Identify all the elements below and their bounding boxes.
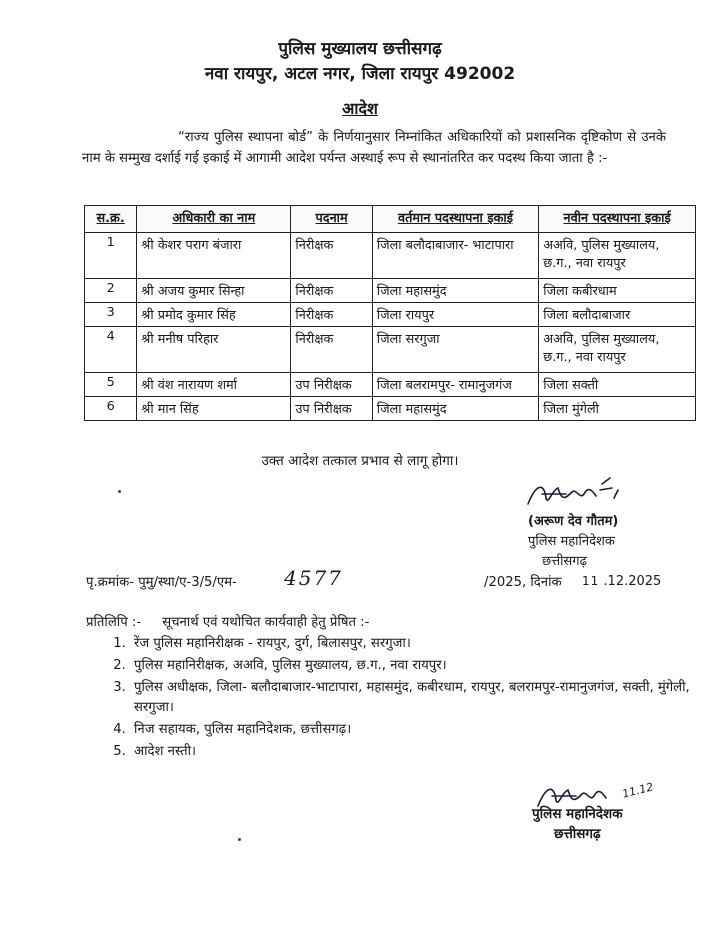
reference-day: 11 — [582, 574, 600, 588]
cell-new-line1: जिला सक्ती — [543, 378, 599, 393]
reference-date-label: /2025, दिनांक — [484, 575, 562, 590]
signatory-name: (अरूण देव गौतम) — [528, 514, 619, 529]
cell-post: निरीक्षक — [291, 327, 372, 373]
signatory-designation: पुलिस महानिदेशक — [528, 534, 615, 549]
cell-current: जिला बलौदाबाजार- भाटापारा — [372, 233, 538, 279]
col-header-name: अधिकारी का नाम — [137, 206, 291, 233]
col-header-sn: स.क्र. — [85, 206, 137, 233]
col-header-current: वर्तमान पदस्थापना इकाई — [372, 206, 538, 233]
col-header-new: नवीन पदस्थापना इकाई — [539, 206, 696, 233]
cell-sn: 3 — [85, 303, 137, 327]
signatory-block-2 — [532, 804, 623, 844]
cell-name: श्री वंश नारायण शर्मा — [137, 373, 291, 397]
cell-new-line1: अअवि, पुलिस मुख्यालय, — [543, 332, 660, 347]
table-row — [85, 397, 696, 421]
order-intro — [82, 127, 666, 169]
signature-date-note: 11.12 — [620, 780, 655, 801]
col-header-post: पदनाम — [291, 206, 372, 233]
cell-current: जिला बलरामपुर- रामानुजगंज — [372, 373, 538, 397]
cell-post: निरीक्षक — [291, 233, 372, 279]
signatory2-state: छत्तीसगढ़ — [553, 826, 601, 842]
copy-heading — [86, 612, 369, 630]
copy-purpose: सूचनार्थ एवं यथोचित कार्यवाही हेतु प्रेषित :- — [162, 615, 370, 630]
cell-new-line2: छ.ग., नवा रायपुर — [543, 350, 626, 365]
cell-current: जिला रायपुर — [372, 303, 538, 327]
cell-name: श्री प्रमोद कुमार सिंह — [137, 303, 291, 327]
document-title: आदेश — [342, 99, 378, 118]
cell-sn: 2 — [85, 279, 137, 303]
cell-new — [539, 279, 696, 303]
scan-speck — [118, 490, 121, 493]
reference-line — [86, 566, 696, 596]
cell-name: श्री अजय कुमार सिन्हा — [137, 279, 291, 303]
signatory-block — [528, 512, 618, 572]
cell-name: श्री केशर पराग बंजारा — [137, 233, 291, 279]
cell-current: जिला सरगुजा — [372, 327, 538, 373]
cell-post: उप निरीक्षक — [291, 397, 372, 421]
cell-name: श्री मनीष परिहार — [137, 327, 291, 373]
cell-new-line1: जिला कबीरधाम — [543, 284, 617, 299]
cell-sn: 4 — [85, 327, 137, 373]
office-name: पुलिस मुख्यालय छत्तीसगढ़ — [278, 39, 442, 59]
cell-new — [539, 373, 696, 397]
table-row — [85, 303, 696, 327]
reference-date-rest: .12.2025 — [603, 574, 662, 589]
reference-prefix: पृ.क्रमांक- पुमु/स्था/ए-3/5/एम- — [86, 575, 237, 590]
signatory2-designation: पुलिस महानिदेशक — [532, 806, 623, 822]
list-item: 5. आदेश नस्ती। — [130, 742, 710, 762]
distribution-list — [108, 634, 710, 764]
table-row — [85, 327, 696, 373]
cell-current: जिला महासमुंद — [372, 397, 538, 421]
cell-new-line1: जिला बलौदाबाजार — [543, 308, 631, 323]
transfer-table — [84, 205, 696, 421]
cell-post: उप निरीक्षक — [291, 373, 372, 397]
cell-sn: 6 — [85, 397, 137, 421]
office-address: नवा रायपुर, अटल नगर, जिला रायपुर 492002 — [204, 64, 516, 84]
cell-post: निरीक्षक — [291, 303, 372, 327]
cell-current: जिला महासमुंद — [372, 279, 538, 303]
cell-new — [539, 303, 696, 327]
cell-new-line1: अअवि, पुलिस मुख्यालय, — [543, 238, 660, 253]
table-row — [85, 233, 696, 279]
table-header-row — [85, 206, 696, 233]
effect-statement: उक्त आदेश तत्काल प्रभाव से लागू होगा। — [261, 453, 459, 469]
reference-date — [582, 574, 661, 589]
list-item: 1. रेंज पुलिस महानिरीक्षक - रायपुर, दुर्ग, बिलासपुर, सरगुजा। — [130, 634, 710, 654]
cell-new-line1: जिला मुंगेली — [543, 402, 599, 417]
list-item: 2. पुलिस महानिरीक्षक, अअवि, पुलिस मुख्यालय, छ.ग., नवा रायपुर। — [130, 656, 710, 676]
cell-sn: 1 — [85, 233, 137, 279]
table-row — [85, 279, 696, 303]
cell-post: निरीक्षक — [291, 279, 372, 303]
signature-1 — [522, 476, 652, 512]
cell-name: श्री मान सिंह — [137, 397, 291, 421]
cell-new — [539, 397, 696, 421]
reference-number: 4577 — [284, 566, 343, 590]
scan-speck — [238, 838, 241, 841]
intro-text: “राज्य पुलिस स्थापना बोर्ड” के निर्णयानुसार निम्नांकित अधिकारियों को प्रशासनिक दृष्टिकोण से उनके नाम के सम्मुख दर्शाई गई इकाई में आगामी आदेश पर्यन्त अस्थाई रूप से स्थानांतरित कर पदस्थ किया जाता है :- — [82, 130, 666, 166]
table-row — [85, 373, 696, 397]
cell-sn: 5 — [85, 373, 137, 397]
signatory-state: छत्तीसगढ़ — [542, 554, 587, 569]
cell-new — [539, 327, 696, 373]
list-item: 4. निज सहायक, पुलिस महानिदेशक, छत्तीसगढ़। — [130, 720, 710, 740]
list-item: 3. पुलिस अधीक्षक, जिला- बलौदाबाजार-भाटापारा, महासमुंद, कबीरधाम, रायपुर, बलरामपुर-रामानुजगंज, सक्ती, मुंगेली, सरगुजा। — [130, 678, 710, 718]
cell-new — [539, 233, 696, 279]
cell-new-line2: छ.ग., नवा रायपुर — [543, 256, 626, 271]
copy-label: प्रतिलिपि :- — [86, 615, 142, 630]
